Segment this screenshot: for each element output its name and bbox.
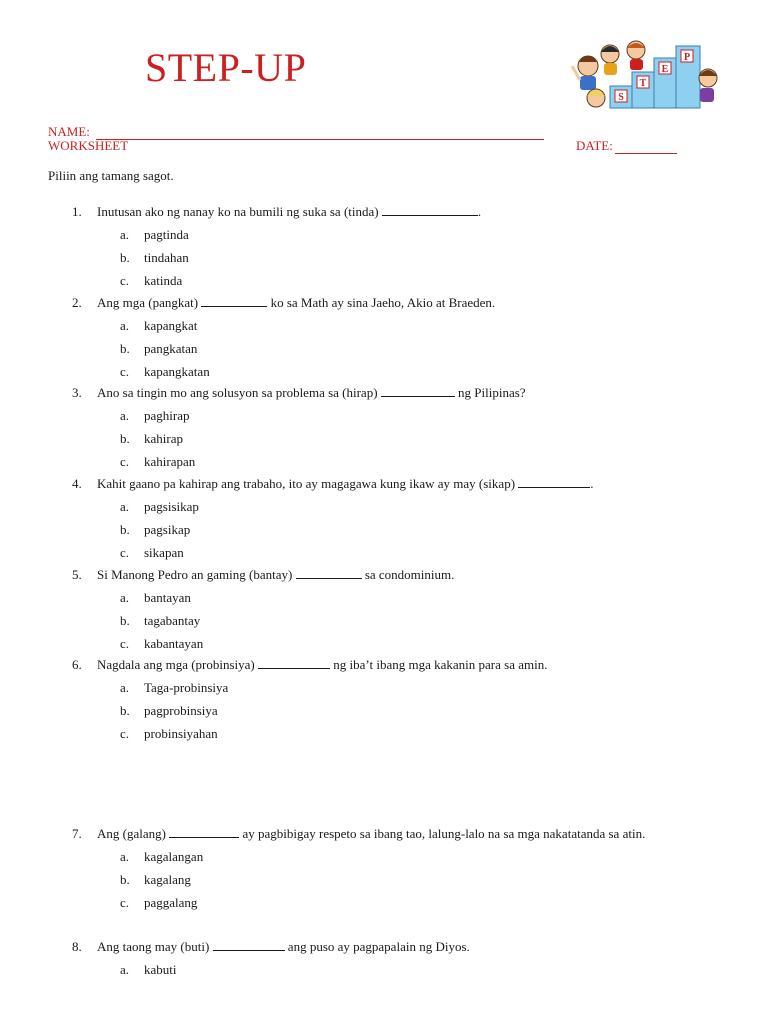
question-number: 2. xyxy=(72,295,82,310)
choice-letter: a. xyxy=(120,408,130,423)
question-prompt-end: sa condominium. xyxy=(364,567,455,582)
choice-text: paghirap xyxy=(144,408,190,423)
question-prompt: Si Manong Pedro an gaming (bantay) xyxy=(97,567,293,582)
question-prompt-end: ang puso ay pagpapalain ng Diyos. xyxy=(287,939,470,954)
choice-item[interactable] xyxy=(72,360,722,383)
choice-list xyxy=(72,676,722,745)
name-blank[interactable] xyxy=(96,127,544,140)
question-text xyxy=(97,653,722,676)
question-item xyxy=(72,563,722,655)
choice-letter: c. xyxy=(120,726,130,741)
choice-letter: a. xyxy=(120,962,130,977)
answer-blank[interactable] xyxy=(201,292,267,307)
choice-item[interactable] xyxy=(72,958,722,981)
kid-figure-icon xyxy=(601,45,619,75)
choice-letter: a. xyxy=(120,590,130,605)
question-number: 8. xyxy=(72,939,82,954)
question-item xyxy=(72,935,722,981)
choice-item[interactable] xyxy=(72,314,722,337)
choice-text: kapangkatan xyxy=(144,364,210,379)
choice-letter: c. xyxy=(120,273,130,288)
worksheet-label: WORKSHEET xyxy=(48,138,129,153)
answer-blank[interactable] xyxy=(518,473,590,488)
logo-letter: E xyxy=(661,64,669,75)
choice-text: katinda xyxy=(144,273,183,288)
choice-text: kagalang xyxy=(144,872,191,887)
choice-letter: c. xyxy=(120,895,130,910)
choice-text: kahirap xyxy=(144,431,183,446)
choice-text: sikapan xyxy=(144,545,184,560)
question-item xyxy=(72,291,722,383)
question-prompt: Ang (galang) xyxy=(97,826,166,841)
choice-letter: a. xyxy=(120,849,130,864)
question-number: 6. xyxy=(72,657,82,672)
choice-text: pagsikap xyxy=(144,522,191,537)
choice-text: kabuti xyxy=(144,962,177,977)
choice-letter: a. xyxy=(120,318,130,333)
choice-letter: b. xyxy=(120,341,130,356)
name-label: NAME: xyxy=(48,124,90,139)
question-text xyxy=(97,935,722,958)
choice-item[interactable] xyxy=(72,609,722,632)
kid-figure-icon xyxy=(627,41,645,70)
step-up-logo xyxy=(566,36,722,114)
choice-list xyxy=(72,958,722,981)
choice-item[interactable] xyxy=(72,699,722,722)
question-item xyxy=(72,822,722,914)
question-text xyxy=(97,563,722,586)
question-prompt: Inutusan ako ng nanay ko na bumili ng suka sa (tinda) xyxy=(97,204,379,219)
kid-figure-icon xyxy=(587,89,605,107)
date-blank[interactable] xyxy=(615,141,677,154)
choice-item[interactable] xyxy=(72,518,722,541)
question-item xyxy=(72,200,722,292)
choice-item[interactable] xyxy=(72,632,722,655)
choice-letter: b. xyxy=(120,613,130,628)
choice-text: Taga-probinsiya xyxy=(144,680,229,695)
question-number: 3. xyxy=(72,385,82,400)
choice-item[interactable] xyxy=(72,676,722,699)
choice-list xyxy=(72,845,722,914)
choice-list xyxy=(72,404,722,473)
choice-item[interactable] xyxy=(72,427,722,450)
question-prompt-end: ng iba’t ibang mga kakanin para sa amin. xyxy=(333,657,548,672)
answer-blank[interactable] xyxy=(382,201,478,216)
choice-text: paggalang xyxy=(144,895,198,910)
question-number: 5. xyxy=(72,567,82,582)
choice-letter: b. xyxy=(120,250,130,265)
choice-letter: a. xyxy=(120,680,130,695)
choice-letter: c. xyxy=(120,545,130,560)
choice-letter: c. xyxy=(120,364,130,379)
question-prompt: Ang mga (pangkat) xyxy=(97,295,199,310)
choice-letter: a. xyxy=(120,499,130,514)
question-item xyxy=(72,472,722,564)
answer-blank[interactable] xyxy=(169,823,239,838)
choice-text: pangkatan xyxy=(144,341,198,356)
choice-text: bantayan xyxy=(144,590,191,605)
choice-item[interactable] xyxy=(72,269,722,292)
choice-text: kahirapan xyxy=(144,454,196,469)
kid-figure-icon xyxy=(699,69,717,102)
question-text xyxy=(97,291,722,314)
logo-letter: P xyxy=(683,52,691,63)
logo-letter: T xyxy=(639,78,647,89)
choice-text: tindahan xyxy=(144,250,189,265)
choice-text: kagalangan xyxy=(144,849,204,864)
question-prompt: Kahit gaano pa kahirap ang trabaho, ito ay magagawa kung ikaw ay may (sikap) xyxy=(97,476,516,491)
question-number: 4. xyxy=(72,476,82,491)
question-prompt: Nagdala ang mga (probinsiya) xyxy=(97,657,255,672)
choice-text: kabantayan xyxy=(144,636,204,651)
question-text xyxy=(97,472,722,495)
choice-letter: b. xyxy=(120,522,130,537)
choice-item[interactable] xyxy=(72,450,722,473)
question-number: 1. xyxy=(72,204,82,219)
answer-blank[interactable] xyxy=(296,564,362,579)
choice-item[interactable] xyxy=(72,868,722,891)
choice-list xyxy=(72,495,722,564)
choice-letter: c. xyxy=(120,636,130,651)
choice-text: probinsiyahan xyxy=(144,726,218,741)
choice-item[interactable] xyxy=(72,337,722,360)
choice-item[interactable] xyxy=(72,586,722,609)
question-prompt-end: ko sa Math ay sina Jaeho, Akio at Braeden. xyxy=(270,295,496,310)
choice-list xyxy=(72,586,722,655)
question-prompt: Ano sa tingin mo ang solusyon sa problema sa (hirap) xyxy=(97,385,378,400)
kid-figure-icon xyxy=(572,56,598,90)
question-prompt: Ang taong may (buti) xyxy=(97,939,210,954)
question-text xyxy=(97,200,722,223)
choice-text: kapangkat xyxy=(144,318,198,333)
choice-letter: b. xyxy=(120,703,130,718)
question-item xyxy=(72,653,722,745)
choice-letter: c. xyxy=(120,454,130,469)
choice-text: pagprobinsiya xyxy=(144,703,218,718)
logo-letter: S xyxy=(618,92,624,103)
question-prompt-end: . xyxy=(590,476,594,491)
choice-item[interactable] xyxy=(72,495,722,518)
date-field[interactable] xyxy=(576,138,677,154)
choice-item[interactable] xyxy=(72,541,722,564)
worksheet-title: STEP-UP xyxy=(145,45,307,90)
choice-item[interactable] xyxy=(72,845,722,868)
instructions: Piliin ang tamang sagot. xyxy=(48,168,174,183)
choice-item[interactable] xyxy=(72,404,722,427)
choice-text: pagtinda xyxy=(144,227,189,242)
choice-letter: b. xyxy=(120,872,130,887)
choice-text: pagsisikap xyxy=(144,499,199,514)
choice-letter: a. xyxy=(120,227,130,242)
question-prompt-end: ay pagbibigay respeto sa ibang tao, lalung-lalo na sa mga nakatatanda sa atin. xyxy=(242,826,646,841)
choice-letter: b. xyxy=(120,431,130,446)
choice-item[interactable] xyxy=(72,891,722,914)
answer-blank[interactable] xyxy=(258,654,330,669)
answer-blank[interactable] xyxy=(381,382,455,397)
choice-text: tagabantay xyxy=(144,613,201,628)
answer-blank[interactable] xyxy=(213,936,285,951)
question-text xyxy=(97,381,722,404)
choice-list xyxy=(72,314,722,383)
question-prompt-end: ng Pilipinas? xyxy=(458,385,526,400)
question-number: 7. xyxy=(72,826,82,841)
question-text xyxy=(97,822,722,845)
question-prompt-end: . xyxy=(477,204,482,219)
choice-list xyxy=(72,223,722,292)
choice-item[interactable] xyxy=(72,722,722,745)
choice-item[interactable] xyxy=(72,246,722,269)
question-item xyxy=(72,381,722,473)
choice-item[interactable] xyxy=(72,223,722,246)
date-label: DATE: xyxy=(576,138,613,153)
